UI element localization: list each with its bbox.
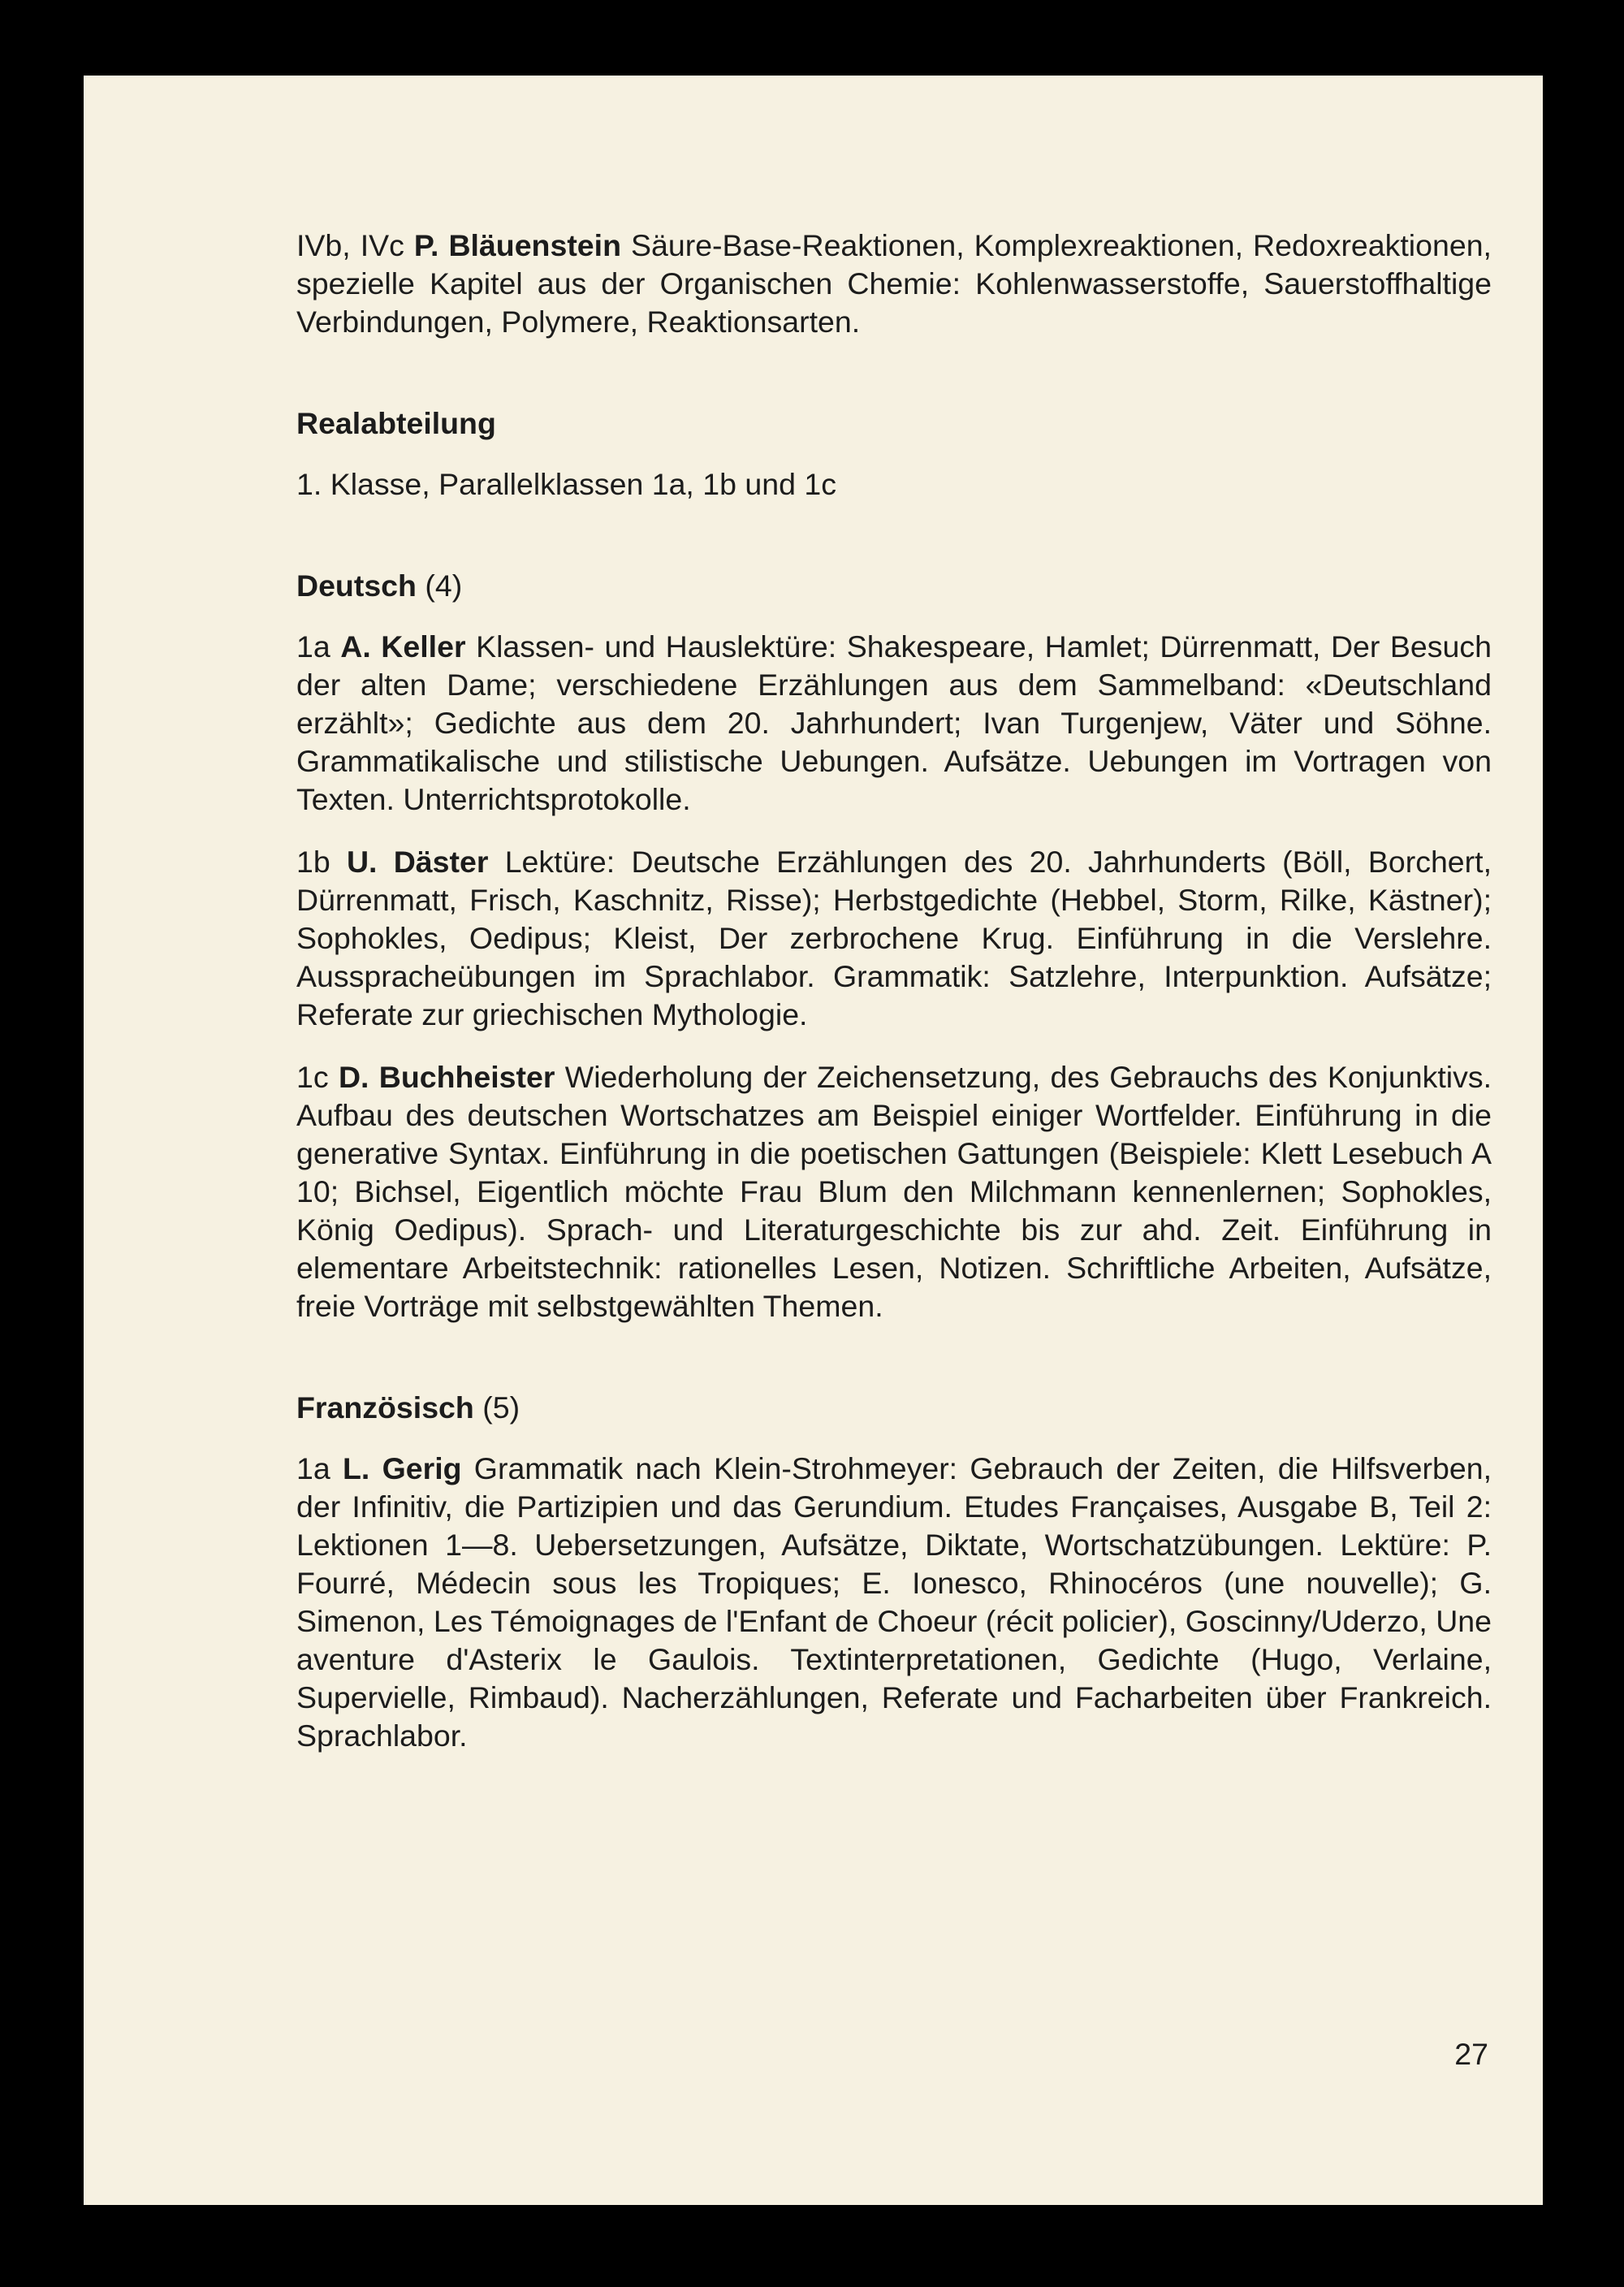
teacher-name: P. Bläuenstein	[413, 228, 621, 262]
section-title: Realabteilung	[296, 406, 496, 440]
section-subtitle: 1. Klasse, Parallelklassen 1a, 1b und 1c	[296, 467, 836, 501]
subject-hours: (5)	[473, 1390, 520, 1425]
teacher-name: A. Keller	[340, 629, 466, 664]
class-label: 1b	[296, 845, 347, 879]
teacher-name: U. Däster	[346, 845, 489, 879]
class-label: 1a	[296, 629, 341, 664]
entry-text: Grammatik nach Klein-Strohmeyer: Gebrauch der Zeiten, die Hilfsverben, der Infinitiv, die Partizipien und das Gerundium. Etudes Françaises, Ausgabe B, Teil 2: Lektionen 1—8. Uebersetzungen, Aufsätze, Diktate, Wortschatzübungen. Lektüre: P. Fourré, Médecin sous les Tropiques; E. Ionesco, Rhinocéros (une nouvelle); G. Simenon, Les Témoignages de l'Enfant de Choeur (récit policier), Goscinny/Uderzo, Une aventure d'Asterix le Gaulois. Textinterpretationen, Gedichte (Hugo, Verlaine, Supervielle, Rimbaud). Nacherzählungen, Referate und Facharbeiten über Frankreich. Sprachlabor.	[296, 1451, 1492, 1753]
class-label: 1a	[296, 1451, 343, 1485]
subject-title: Deutsch	[296, 569, 417, 603]
subject-hours: (4)	[416, 569, 463, 603]
entry-text: Wiederholung der Zeichensetzung, des Gebrauchs des Konjunktivs. Aufbau des deutschen Wortschatzes am Beispiel einiger Wortfelder. Einführung in die generative Syntax. Einführung in die poetischen Gattungen (Beispiele: Klett Lesebuch A 10; Bichsel, Eigentlich möchte Frau Blum den Milchmann kennenlernen; Sophokles, König Oedipus). Sprach- und Literaturgeschichte bis zur ahd. Zeit. Einführung in elementare Arbeitstechnik: rationelles Lesen, Notizen. Schriftliche Arbeiten, Aufsätze, freie Vorträge mit selbstgewählten Themen.	[296, 1060, 1492, 1323]
entry-text: Lektüre: Deutsche Erzählungen des 20. Jahrhunderts (Böll, Borchert, Dürrenmatt, Frisch, Kaschnitz, Risse); Herbstgedichte (Hebbel, Storm, Rilke, Kästner); Sophokles, Oedipus; Kleist, Der zerbrochene Krug. Einführung in die Verslehre. Ausspracheübungen im Sprachlabor. Grammatik: Satzlehre, Interpunktion. Aufsätze; Referate zur griechischen Mythologie.	[296, 845, 1492, 1031]
deutsch-entry-1c	[296, 1058, 1492, 1325]
class-label: 1c	[296, 1060, 339, 1094]
entry-text: Klassen- und Hauslektüre: Shakespeare, Hamlet; Dürrenmatt, Der Besuch der alten Dame; verschiedene Erzählungen aus dem Sammelband: «Deutschland erzählt»; Gedichte aus dem 20. Jahrhundert; Ivan Turgenjew, Väter und Söhne. Grammatikalische und stilistische Uebungen. Aufsätze. Uebungen im Vortragen von Texten. Unterrichtsprotokolle.	[296, 629, 1492, 816]
subject-heading-deutsch	[296, 567, 1492, 605]
paragraph-text: Säure-Base-Reaktionen, Komplexreaktionen, Redoxreaktionen, spezielle Kapitel aus der Organischen Chemie: Kohlenwasserstoffe, Sauerstoffhaltige Verbindungen, Polymere, Reaktionsarten.	[296, 228, 1492, 339]
subject-title: Französisch	[296, 1390, 474, 1425]
teacher-name: D. Buchheister	[338, 1060, 555, 1094]
page-content	[296, 227, 1492, 1755]
section-heading	[296, 404, 1492, 443]
deutsch-entry-1b	[296, 843, 1492, 1034]
chemistry-paragraph	[296, 227, 1492, 341]
page-number: 27	[1454, 2037, 1488, 2071]
teacher-name: L. Gerig	[342, 1451, 462, 1485]
class-label: IVb, IVc	[296, 228, 414, 262]
franzoesisch-entry-1a	[296, 1450, 1492, 1755]
document-page	[84, 76, 1543, 2205]
subject-heading-franzoesisch	[296, 1389, 1492, 1427]
deutsch-entry-1a	[296, 628, 1492, 819]
